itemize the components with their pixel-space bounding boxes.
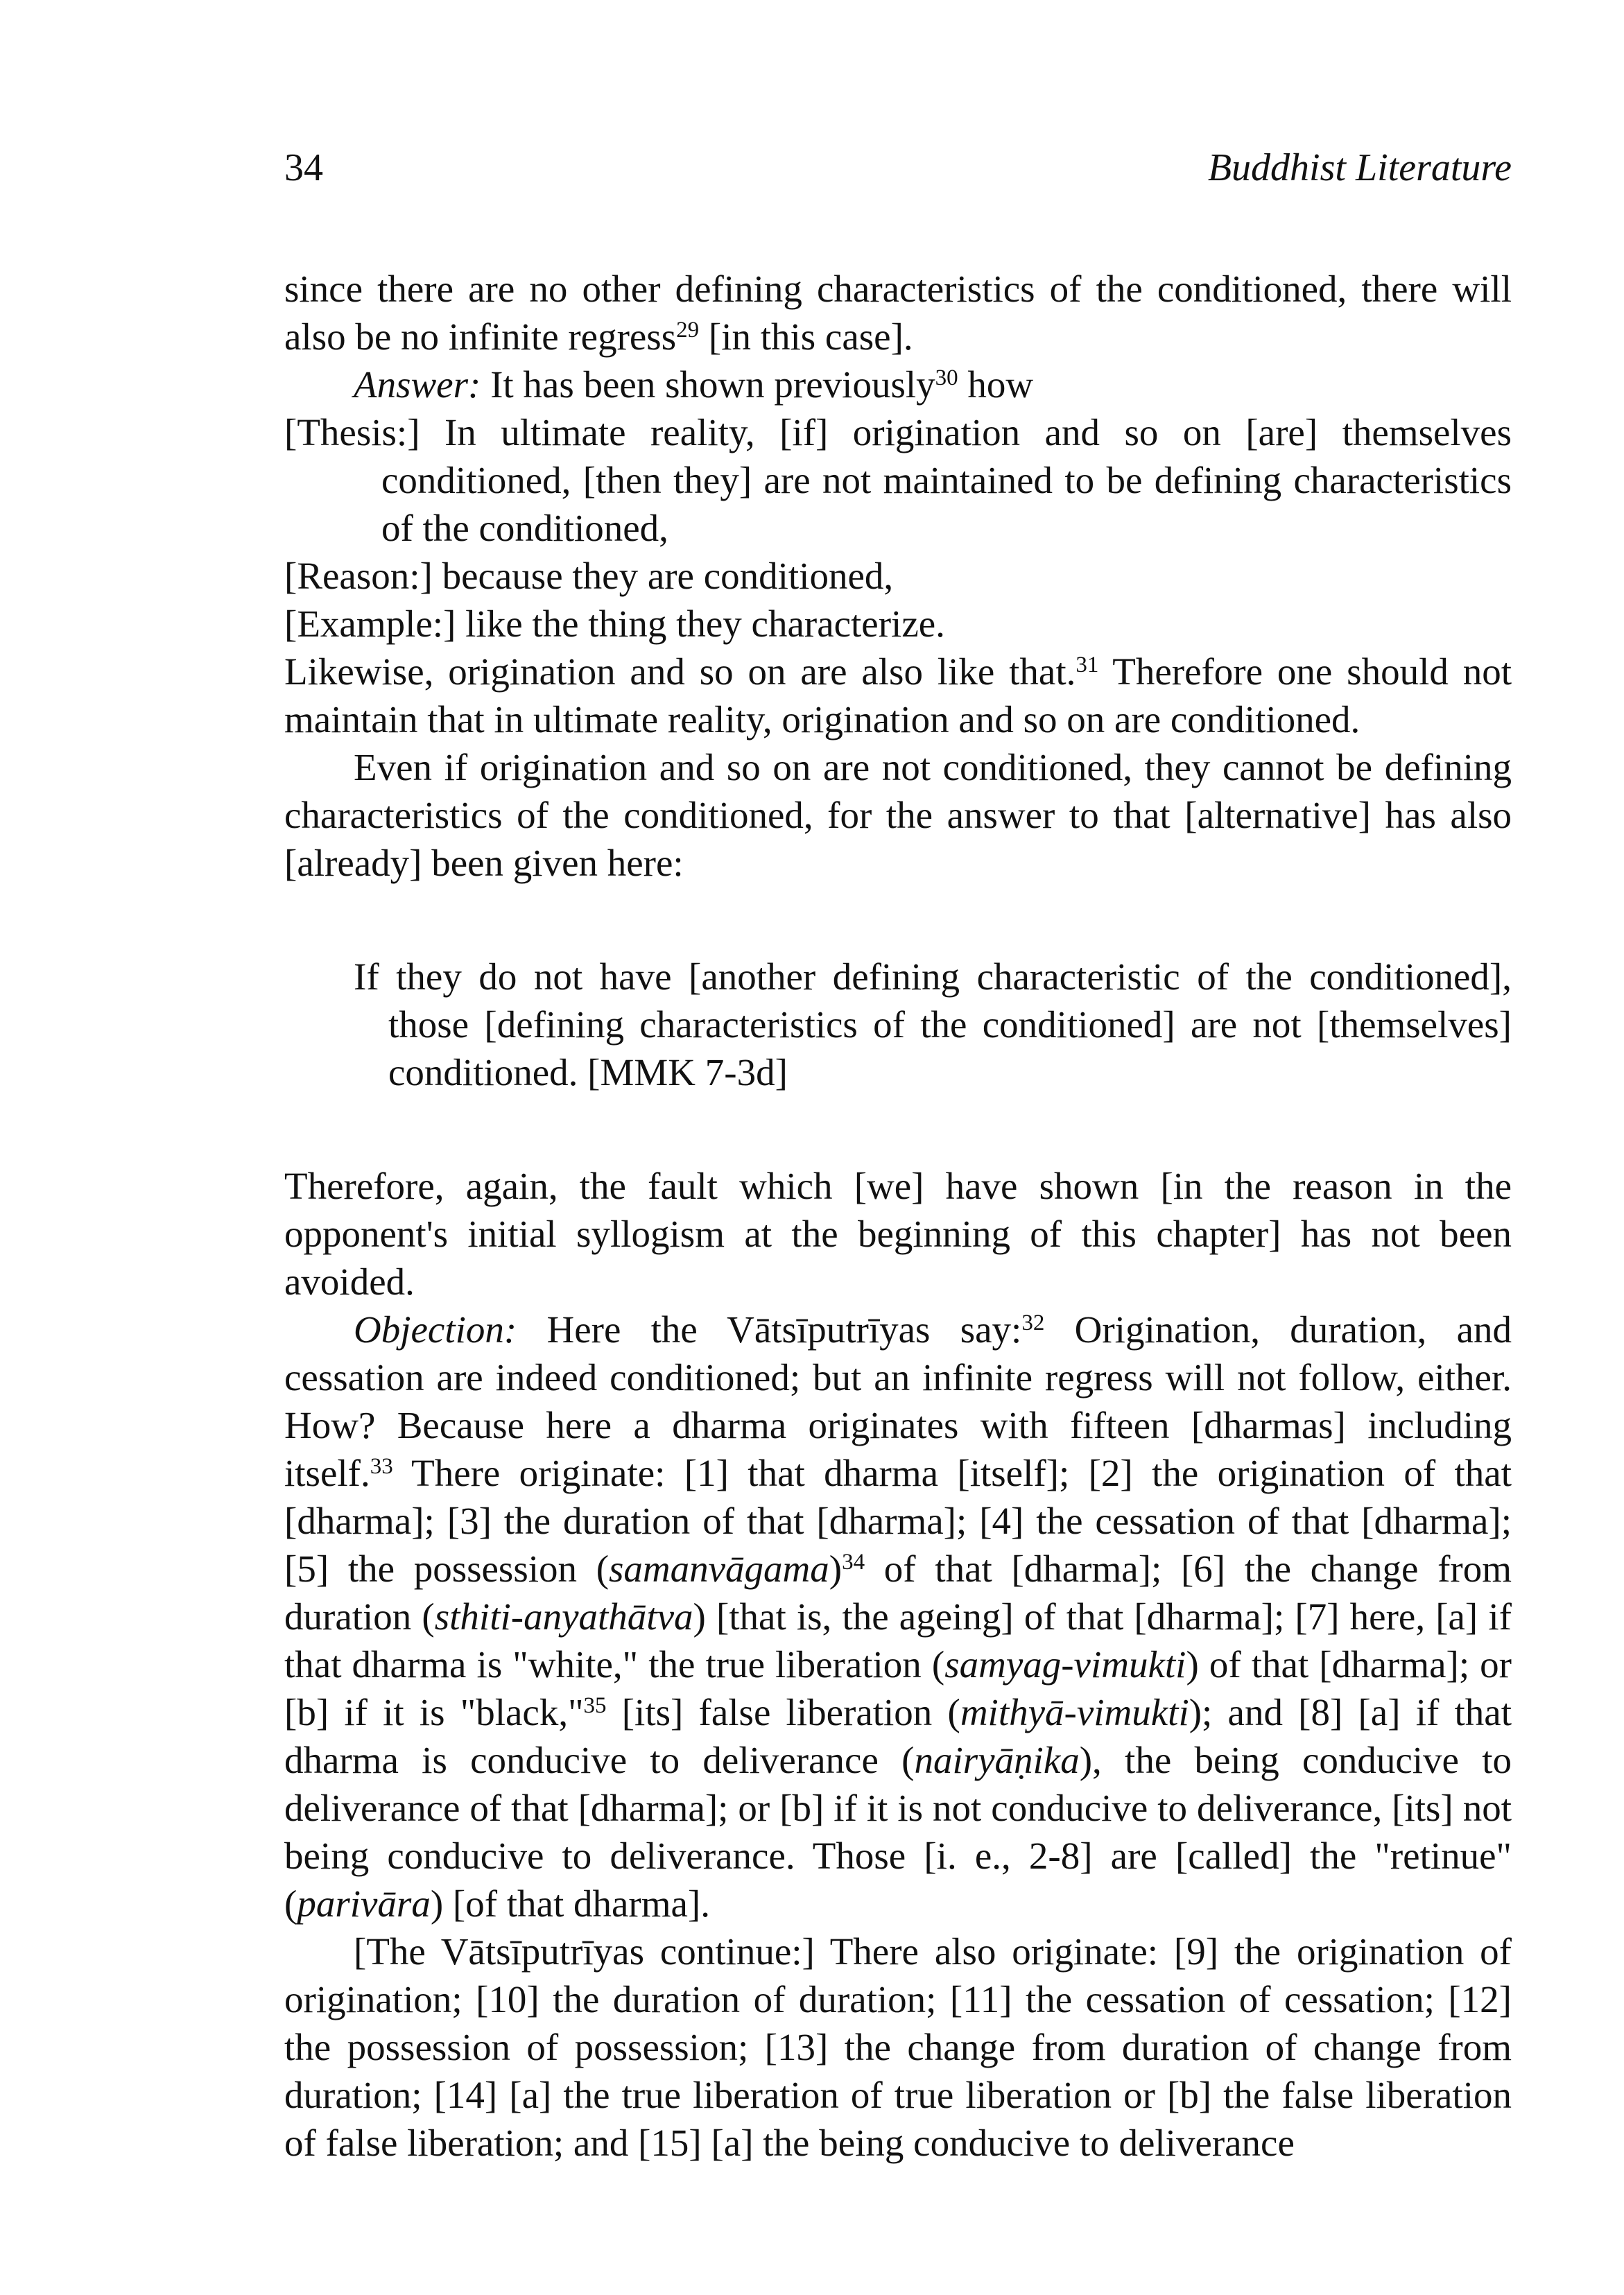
page-number: 34 [284, 146, 323, 189]
text: ) [that is, the ageing] of that [dharma]; [7] here, [a] if that dharma is "white," the true liberation ( [284, 1595, 1512, 1686]
text: Likewise, origination and so on are also like that. [284, 650, 1076, 693]
term-italic: mithyā-vimukti [960, 1691, 1189, 1733]
objection-label: Objection: [354, 1308, 517, 1351]
term-italic: samanvāgama [609, 1548, 829, 1590]
text: Therefore one should not maintain that in ultimate reality, origination and so on are conditioned. [284, 650, 1512, 741]
text: ) of that [dharma]; or [b] if it is "black," [284, 1643, 1512, 1733]
text: ) [829, 1548, 843, 1590]
text: how [958, 363, 1034, 406]
footnote-ref-31: 31 [1076, 652, 1099, 677]
paragraph-even-if: Even if origination and so on are not conditioned, they cannot be defining characteristics of the conditioned, for the answer to that [alternative] has also [already] been given here: [284, 746, 1512, 884]
verse-quote [354, 953, 1512, 1096]
syllogism-reason: [Reason:] because they are conditioned, [284, 555, 894, 597]
paragraph-therefore: Therefore, again, the fault which [we] have shown [in the reason in the opponent's initial syllogism at the beginning of this chapter] has not been avoided. [284, 1165, 1512, 1303]
term-italic: parivāra [297, 1882, 431, 1925]
text: Origination, duration, and cessation are indeed conditioned; but an infinite regress will not follow, either. How? Because here a dharma originates with fifteen [dharmas] including itself. [284, 1308, 1512, 1494]
paragraph-likewise [284, 648, 1512, 743]
syllogism-example: [Example:] like the thing they characterize. [284, 603, 945, 645]
term-italic: nairyāṇika [914, 1739, 1080, 1781]
book-page [284, 146, 1512, 2167]
text: [its] false liberation ( [606, 1691, 960, 1733]
text: [in this case]. [699, 315, 913, 358]
paragraph-1 [284, 265, 1512, 361]
paragraph-continue: [The Vātsīputrīyas continue:] There also originate: [9] the origination of origination; [10] the duration of duration; [11] the cessation of cessation; [12] the possession of possession; [13] the change from duration of change from duration; [14] [a] the true liberation of true liberation or [b] the false liberation of false liberation; and [15] [a] the being conducive to deliverance [284, 1930, 1512, 2164]
text: ), the being conducive to deliverance of that [dharma]; or [b] if it is not conducive to deliverance, [its] not being conducive to deliverance. Those [i. e., 2-8] are [called] the "retinue" ( [284, 1739, 1512, 1925]
text: of that [dharma]; [6] the change from duration ( [284, 1548, 1512, 1638]
text: ); and [8] [a] if that dharma is conducive to deliverance ( [284, 1691, 1512, 1781]
footnote-ref-30: 30 [935, 365, 958, 390]
verse-text: If they do not have [another defining characteristic of the conditioned], those [defining characteristics of the conditioned] are not [themselves] conditioned. [MMK 7-3d] [354, 955, 1512, 1093]
text: Here the Vātsīputrīyas say: [517, 1308, 1022, 1351]
answer-label: Answer: [354, 363, 481, 406]
text: It has been shown previously [481, 363, 935, 406]
term-italic: samyag-vimukti [944, 1643, 1186, 1686]
syllogism-thesis: [Thesis:] In ultimate reality, [if] origination and so on [are] themselves conditioned, [then they] are not maintained to be defining characteristics of the conditioned, [284, 411, 1512, 549]
text: There originate: [1] that dharma [itself]; [2] the origination of that [dharma]; [3] the duration of that [dharma]; [4] the cessation of that [dharma]; [5] the possession ( [284, 1452, 1512, 1590]
term-italic: sthiti-anyathātva [434, 1595, 693, 1638]
footnote-ref-32: 32 [1021, 1310, 1045, 1335]
footnote-ref-35: 35 [583, 1692, 607, 1718]
book-title: Buddhist Literature [1207, 146, 1512, 189]
footnote-ref-34: 34 [842, 1549, 865, 1575]
paragraph-answer [284, 361, 1512, 408]
footnote-ref-29: 29 [676, 317, 700, 343]
footnote-ref-33: 33 [370, 1453, 393, 1479]
running-head [284, 146, 1512, 201]
text: since there are no other defining characteristics of the conditioned, there will also be no infinite regress [284, 268, 1512, 358]
paragraph-objection [284, 1306, 1512, 1928]
text: ) [of that dharma]. [430, 1882, 710, 1925]
body-text [284, 265, 1512, 2167]
